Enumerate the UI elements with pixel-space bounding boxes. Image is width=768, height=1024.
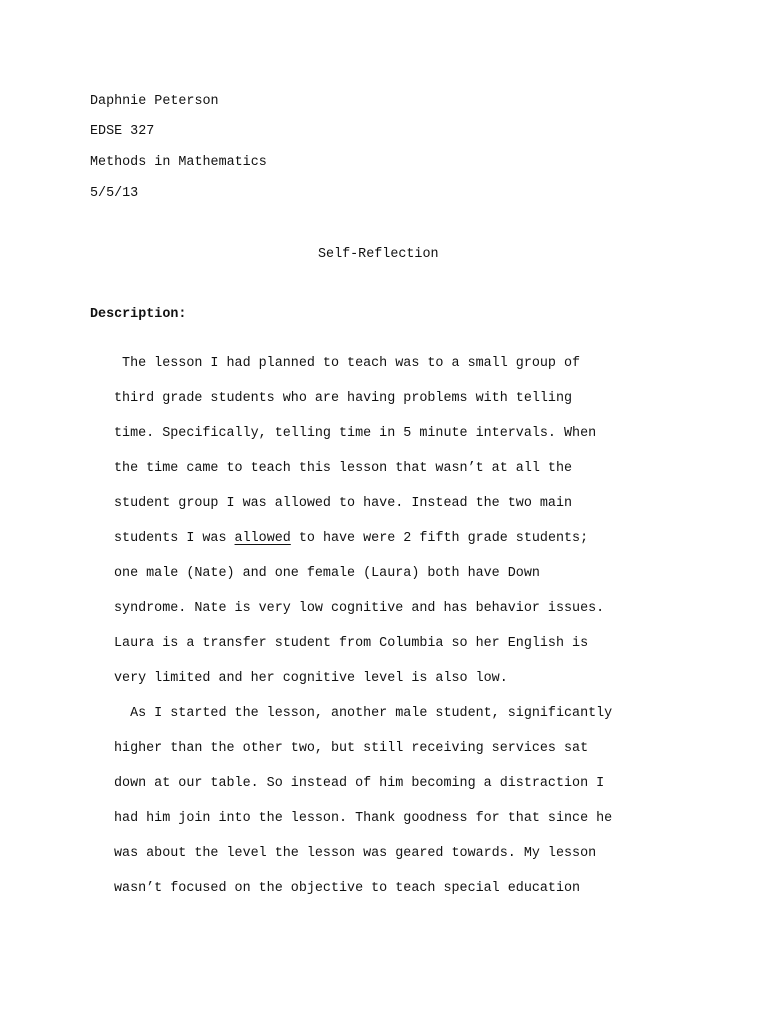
paragraph-line: Laura is a transfer student from Columbia so her English is (114, 636, 589, 651)
student-name: Daphnie Peterson (90, 94, 219, 109)
paragraph-line: third grade students who are having problems with telling (114, 391, 573, 406)
course-title: Methods in Mathematics (90, 155, 267, 170)
paragraph-line: wasn’t focused on the objective to teach special education (114, 881, 581, 896)
document-title: Self-Reflection (318, 247, 439, 262)
paragraph-line: The lesson I had planned to teach was to a small group of (114, 356, 581, 371)
section-label-description: Description: (90, 307, 187, 322)
paragraph-line: was about the level the lesson was geared towards. My lesson (114, 846, 597, 861)
paragraph-line: higher than the other two, but still receiving services sat (114, 741, 589, 756)
date: 5/5/13 (90, 186, 139, 201)
course-code: EDSE 327 (90, 124, 155, 139)
paragraph-text: students I was (114, 531, 235, 546)
paragraph-text: to have were 2 fifth grade students; (290, 531, 589, 546)
paragraph-line: syndrome. Nate is very low cognitive and has behavior issues. (114, 601, 605, 616)
paragraph-line: time. Specifically, telling time in 5 minute intervals. When (114, 426, 597, 441)
paragraph-line: the time came to teach this lesson that wasn’t at all the (114, 461, 573, 476)
underlined-word: allowed (234, 531, 291, 546)
paragraph-line: had him join into the lesson. Thank goodness for that since he (114, 811, 613, 826)
paragraph-line (114, 531, 588, 547)
paragraph-line: As I started the lesson, another male student, significantly (114, 706, 613, 721)
paragraph-line: very limited and her cognitive level is also low. (114, 671, 508, 686)
paragraph-line: down at our table. So instead of him becoming a distraction I (114, 776, 605, 791)
paragraph-line: student group I was allowed to have. Instead the two main (114, 496, 573, 511)
paragraph-line: one male (Nate) and one female (Laura) both have Down (114, 566, 540, 581)
